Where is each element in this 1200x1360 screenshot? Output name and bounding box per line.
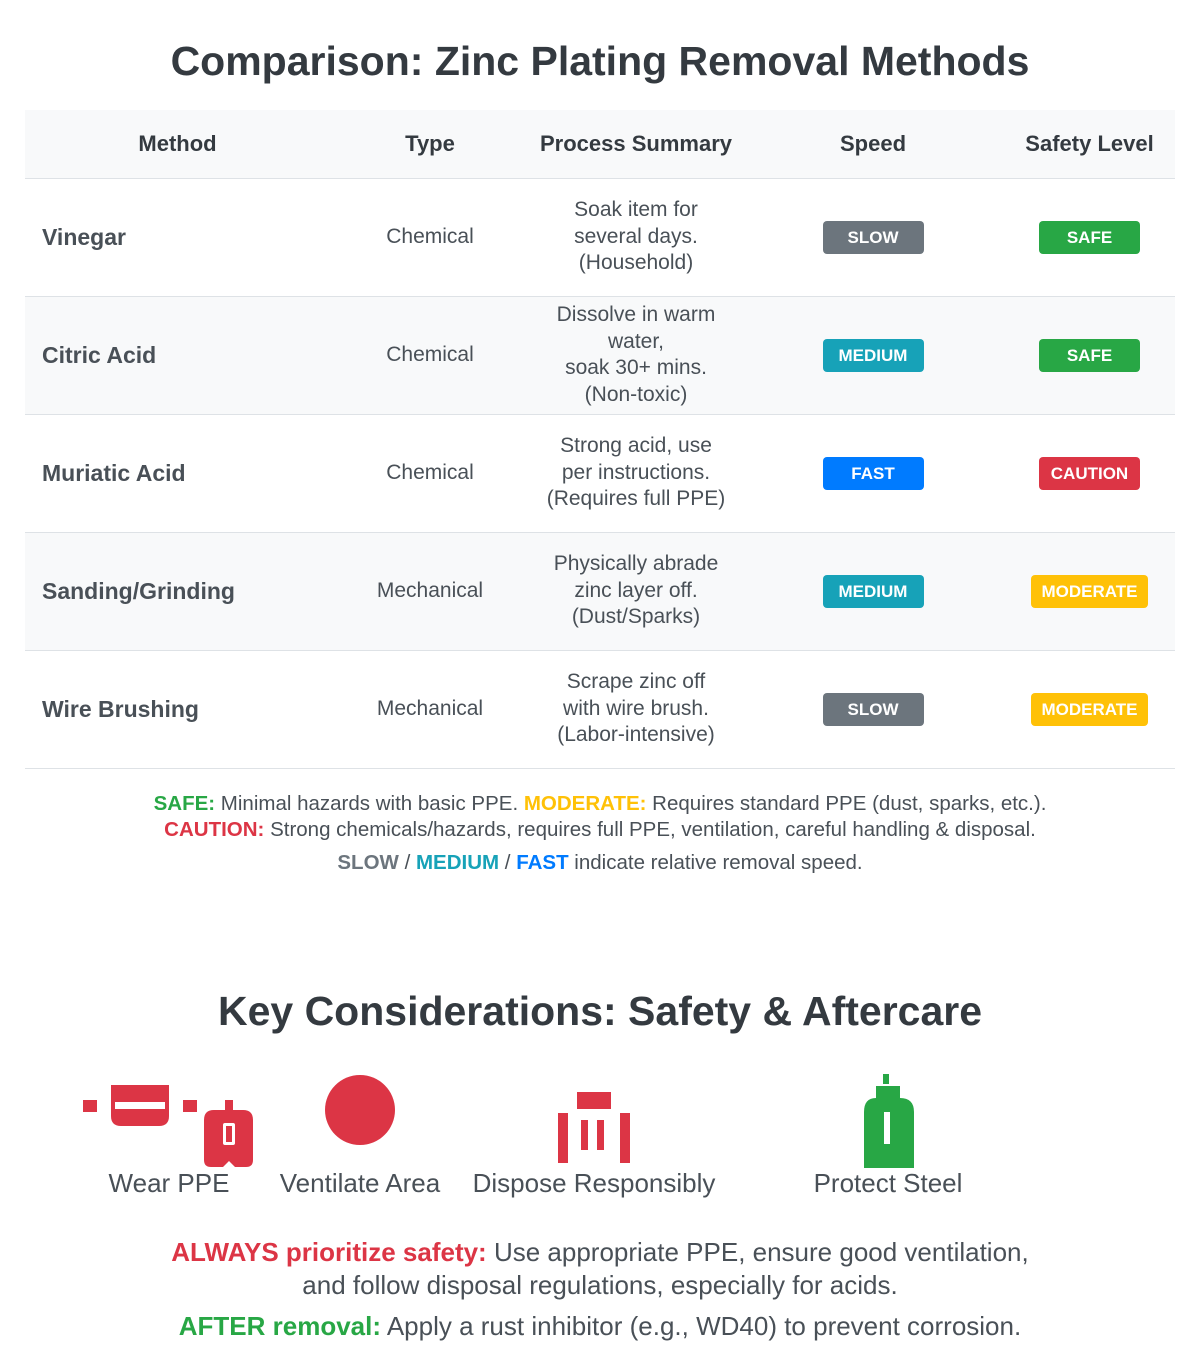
legend-sep-2: / — [499, 851, 517, 874]
table-row — [25, 178, 1175, 296]
safety-badge: MODERATE — [1031, 575, 1147, 608]
process-summary-line: (Dust/Sparks) — [571, 605, 701, 629]
speed-badge: MEDIUM — [823, 339, 924, 372]
speed-badge: SLOW — [823, 221, 924, 254]
spray-bottle-icon — [862, 1068, 914, 1168]
safety-badge: SAFE — [1039, 221, 1140, 254]
safety-badge: MODERATE — [1031, 693, 1147, 726]
legend-safe-text: Minimal hazards with basic PPE. — [215, 792, 524, 815]
process-summary-line: soak 30+ mins. — [565, 356, 707, 379]
process-summary-line: (Household) — [578, 251, 694, 275]
process-summary-line: with wire brush. — [563, 696, 709, 720]
legend-slow: SLOW — [337, 851, 399, 874]
process-summary-line: several days. — [574, 224, 698, 248]
process-summary — [530, 296, 742, 414]
process-summary-line: (Labor-intensive) — [557, 723, 715, 747]
safety-note-text-2: and follow disposal regulations, especially for acids. — [302, 1270, 898, 1300]
method-type: Mechanical — [330, 532, 530, 650]
ventilation-icon — [324, 1068, 396, 1168]
process-summary-line: per instructions. — [561, 460, 711, 484]
label-dispose-responsibly: Dispose Responsibly — [472, 1168, 716, 1198]
methods-table — [25, 110, 1175, 769]
legend-safety-line-1 — [0, 792, 1200, 816]
process-summary-line: (Non-toxic) — [584, 382, 688, 406]
method-name: Citric Acid — [25, 296, 330, 414]
safety-cell — [1004, 296, 1175, 414]
legend-speed-line — [0, 851, 1200, 875]
safety-badge: CAUTION — [1039, 457, 1140, 490]
table-header-row — [25, 110, 1175, 178]
method-name: Vinegar — [25, 178, 330, 296]
safety-note — [0, 1236, 1200, 1302]
comparison-title: Comparison: Zinc Plating Removal Methods — [170, 38, 1030, 84]
header-speed: Speed — [742, 110, 1004, 178]
aftercare-note — [0, 1310, 1200, 1343]
method-type: Chemical — [330, 296, 530, 414]
label-wear-ppe: Wear PPE — [108, 1168, 230, 1198]
method-name: Muriatic Acid — [25, 414, 330, 532]
process-summary — [530, 532, 742, 650]
safety-cell — [1004, 532, 1175, 650]
table-row — [25, 296, 1175, 414]
legend-speed-text: indicate relative removal speed. — [568, 851, 863, 874]
ppe-icon — [83, 1068, 255, 1168]
legend-sep-1: / — [398, 851, 416, 874]
method-type: Chemical — [330, 178, 530, 296]
safety-note-text-1: Use appropriate PPE, ensure good ventilation, — [486, 1237, 1029, 1267]
speed-cell — [742, 296, 1004, 414]
safety-cell — [1004, 414, 1175, 532]
process-summary — [530, 414, 742, 532]
table-row — [25, 650, 1175, 768]
safety-cell — [1004, 178, 1175, 296]
header-method: Method — [25, 110, 330, 178]
speed-badge: FAST — [823, 457, 924, 490]
header-type: Type — [330, 110, 530, 178]
consideration-dispose-responsibly — [472, 1068, 716, 1198]
safety-badge: SAFE — [1039, 339, 1140, 372]
header-process-summary: Process Summary — [530, 110, 742, 178]
method-name: Sanding/Grinding — [25, 532, 330, 650]
process-summary-line: Dissolve in warm water, — [556, 303, 716, 353]
method-type: Mechanical — [330, 650, 530, 768]
speed-cell — [742, 650, 1004, 768]
process-summary-line: Physically abrade — [553, 552, 719, 576]
table-row — [25, 414, 1175, 532]
speed-cell — [742, 532, 1004, 650]
legend-medium: MEDIUM — [415, 851, 500, 874]
process-summary-line: Soak item for — [574, 198, 698, 222]
header-safety-level: Safety Level — [1004, 110, 1175, 178]
legend-caution-text: Strong chemicals/hazards, requires full PPE, ventilation, careful handling & disposal. — [264, 818, 1036, 841]
speed-badge: MEDIUM — [823, 575, 924, 608]
process-summary-line: (Requires full PPE) — [546, 487, 726, 511]
process-summary-line: Scrape zinc off — [566, 670, 706, 694]
legend-safe-label: SAFE: — [153, 792, 216, 815]
process-summary-line: zinc layer off. — [574, 578, 698, 602]
method-name: Wire Brushing — [25, 650, 330, 768]
aftercare-note-label: AFTER removal: — [178, 1311, 382, 1341]
speed-cell — [742, 414, 1004, 532]
process-summary-line: Strong acid, use — [560, 434, 712, 458]
legend-moderate-label: MODERATE: — [523, 792, 647, 815]
speed-cell — [742, 178, 1004, 296]
label-protect-steel: Protect Steel — [813, 1168, 963, 1198]
legend-moderate-text: Requires standard PPE (dust, sparks, etc.). — [646, 792, 1047, 815]
table-row — [25, 532, 1175, 650]
label-ventilate-area: Ventilate Area — [279, 1168, 441, 1198]
consideration-protect-steel — [813, 1068, 963, 1198]
consideration-ventilate-area — [279, 1068, 441, 1198]
method-type: Chemical — [330, 414, 530, 532]
aftercare-note-text: Apply a rust inhibitor (e.g., WD40) to prevent corrosion. — [381, 1311, 1022, 1341]
safety-cell — [1004, 650, 1175, 768]
considerations-title: Key Considerations: Safety & Aftercare — [217, 988, 983, 1034]
legend-caution-label: CAUTION: — [164, 818, 265, 841]
safety-note-label: ALWAYS prioritize safety: — [171, 1237, 487, 1267]
legend-safety-line-2 — [0, 818, 1200, 842]
speed-badge: SLOW — [823, 693, 924, 726]
process-summary — [530, 178, 742, 296]
legend-fast: FAST — [516, 851, 569, 874]
trash-can-icon — [556, 1068, 632, 1168]
process-summary — [530, 650, 742, 768]
consideration-wear-ppe — [83, 1068, 255, 1198]
